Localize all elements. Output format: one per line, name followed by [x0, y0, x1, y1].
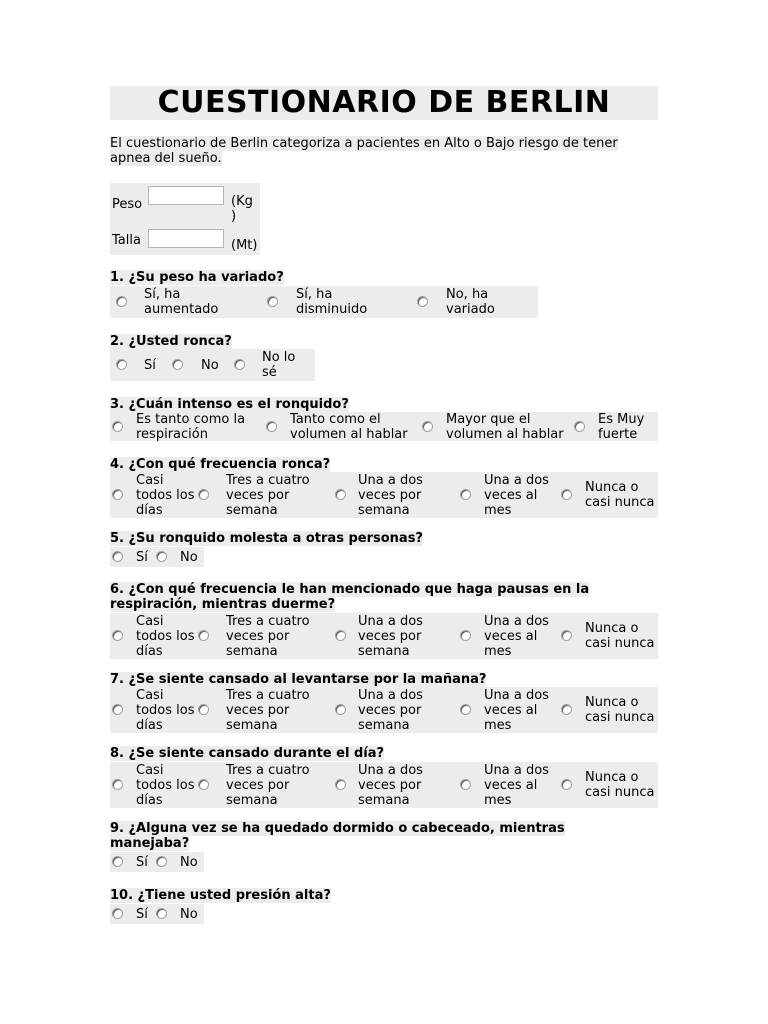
question-4-option-5-label [585, 480, 654, 510]
option-label-line: veces por [358, 703, 422, 718]
question-3-option-2-label [290, 412, 408, 442]
question-9-line: 9. ¿Alguna vez se ha quedado dormido o cabeceado, mientras [110, 821, 565, 836]
question-6-option-2-label [226, 614, 310, 659]
question-3-line: 3. ¿Cuán intenso es el ronquido? [110, 397, 349, 412]
option-label-line: Tres a cuatro [226, 614, 310, 629]
question-7-option-2-radio[interactable] [198, 704, 209, 715]
question-2-option-2-radio[interactable] [172, 359, 183, 370]
question-6-line: 6. ¿Con qué frecuencia le han mencionado que haga pausas en la [110, 582, 590, 597]
question-7-option-5-radio[interactable] [561, 704, 572, 715]
height-label: Talla [112, 233, 141, 248]
option-label-line: variado [446, 302, 495, 317]
question-5-option-1-radio[interactable] [112, 551, 123, 562]
intro-line-1: El cuestionario de Berlin categoriza a pacientes en Alto o Bajo riesgo de tener [110, 136, 618, 151]
option-label-line: semana [226, 793, 278, 808]
option-label-line: días [136, 793, 163, 808]
option-label-line: Una a dos [358, 614, 423, 629]
question-5-options [110, 547, 204, 567]
option-label-line: días [136, 503, 163, 518]
question-5-line: 5. ¿Su ronquido molesta a otras personas? [110, 531, 423, 546]
option-label-line: mes [484, 503, 512, 518]
option-label-line: semana [358, 718, 410, 733]
question-2-options [110, 349, 315, 381]
option-label-line: No [201, 358, 219, 373]
question-2-option-1-label [144, 358, 156, 373]
question-7-option-4-label [484, 688, 549, 733]
option-label-line: veces por [358, 488, 422, 503]
option-label-line: mes [484, 718, 512, 733]
option-label-line: volumen al hablar [290, 427, 408, 442]
option-label-line: semana [358, 503, 410, 518]
question-7-line: 7. ¿Se siente cansado al levantarse por la mañana? [110, 672, 487, 687]
question-10-options [110, 904, 204, 924]
question-10-option-1-radio[interactable] [112, 908, 123, 919]
option-label-line: Nunca o [585, 621, 639, 636]
option-label-line: Nunca o [585, 480, 639, 495]
weight-label: Peso [112, 197, 143, 212]
question-1-line: 1. ¿Su peso ha variado? [110, 270, 284, 285]
option-label-line: casi nunca [585, 785, 655, 800]
question-1-option-1-radio[interactable] [116, 296, 127, 307]
question-3-option-3-radio[interactable] [422, 421, 433, 432]
option-label-line: casi nunca [585, 636, 655, 651]
weight-unit-line-1: (Kg [231, 194, 253, 209]
question-9-option-1-radio[interactable] [112, 856, 123, 867]
option-label-line: volumen al hablar [446, 427, 564, 442]
question-6-option-4-radio[interactable] [460, 630, 471, 641]
option-label-line: días [136, 644, 163, 659]
height-input[interactable] [148, 229, 224, 248]
option-label-line: Casi [136, 614, 164, 629]
question-3-option-2-radio[interactable] [266, 421, 277, 432]
question-9-line: manejaba? [110, 836, 190, 851]
option-label-line: Una a dos [358, 688, 423, 703]
option-label-line: semana [226, 503, 278, 518]
question-3-option-3-label [446, 412, 564, 442]
question-10-option-1-label [136, 907, 148, 922]
question-3-option-4-label [598, 412, 644, 442]
question-4-option-2-radio[interactable] [198, 489, 209, 500]
question-4-option-3-radio[interactable] [335, 489, 346, 500]
option-label-line: sé [262, 365, 277, 380]
weight-input[interactable] [148, 186, 224, 205]
option-label-line: Una a dos [484, 473, 549, 488]
question-1-option-1-label [144, 287, 218, 317]
question-4-option-2-label [226, 473, 310, 518]
option-label-line: veces al [484, 703, 538, 718]
intro-line-2: apnea del sueño. [110, 151, 222, 166]
question-5-option-1-label [136, 550, 148, 565]
option-label-line: Sí [144, 358, 156, 373]
question-1-option-3-radio[interactable] [417, 296, 428, 307]
question-6-text [110, 582, 658, 612]
question-6-option-5-label [585, 621, 654, 651]
question-7-option-2-label [226, 688, 310, 733]
question-4-option-3-label [358, 473, 423, 518]
question-8-option-2-radio[interactable] [198, 779, 209, 790]
question-4-option-1-radio[interactable] [112, 489, 123, 500]
question-7-option-3-label [358, 688, 423, 733]
option-label-line: semana [226, 644, 278, 659]
question-1-option-2-label [296, 287, 367, 317]
option-label-line: Sí, ha [296, 287, 333, 302]
question-2-text [110, 334, 658, 349]
option-label-line: semana [358, 793, 410, 808]
question-5-text [110, 531, 658, 546]
question-9-options [110, 852, 204, 872]
option-label-line: respiración [136, 427, 208, 442]
question-3-option-1-label [136, 412, 245, 442]
question-9-option-2-radio[interactable] [156, 856, 167, 867]
option-label-line: veces por [358, 629, 422, 644]
option-label-line: semana [226, 718, 278, 733]
question-7-option-1-label [136, 688, 195, 733]
question-8-options [110, 762, 658, 808]
option-label-line: Nunca o [585, 695, 639, 710]
question-1-option-3-label [446, 287, 495, 317]
question-6-option-3-radio[interactable] [335, 630, 346, 641]
question-4-line: 4. ¿Con qué frecuencia ronca? [110, 457, 331, 472]
question-8-text [110, 746, 658, 761]
measures-panel [110, 183, 260, 255]
option-label-line: casi nunca [585, 710, 655, 725]
option-label-line: fuerte [598, 427, 638, 442]
question-8-option-4-label [484, 763, 549, 808]
option-label-line: veces al [484, 488, 538, 503]
option-label-line: Casi [136, 763, 164, 778]
option-label-line: No, ha [446, 287, 489, 302]
option-label-line: Casi [136, 688, 164, 703]
option-label-line: No [180, 855, 198, 870]
option-label-line: veces por [226, 488, 290, 503]
question-7-option-5-label [585, 695, 654, 725]
question-3-text [110, 397, 658, 412]
question-4-option-5-radio[interactable] [561, 489, 572, 500]
question-4-option-4-radio[interactable] [460, 489, 471, 500]
option-label-line: aumentado [144, 302, 219, 317]
option-label-line: Tres a cuatro [226, 763, 310, 778]
option-label-line: días [136, 718, 163, 733]
question-7-text [110, 672, 658, 687]
option-label-line: mes [484, 644, 512, 659]
option-label-line: No [180, 550, 198, 565]
question-9-option-1-label [136, 855, 148, 870]
question-10-option-2-radio[interactable] [156, 908, 167, 919]
page-title: CUESTIONARIO DE BERLIN [110, 86, 658, 120]
option-label-line: No [180, 907, 198, 922]
option-label-line: casi nunca [585, 495, 655, 510]
question-10-text [110, 888, 658, 903]
question-4-text [110, 457, 658, 472]
option-label-line: Sí [136, 907, 148, 922]
option-label-line: Tanto como el [290, 412, 381, 427]
option-label-line: veces al [484, 778, 538, 793]
question-7-option-3-radio[interactable] [335, 704, 346, 715]
question-6-line: respiración, mientras duerme? [110, 597, 336, 612]
question-7-options [110, 687, 658, 733]
option-label-line: todos los [136, 629, 195, 644]
height-unit: (Mt) [231, 238, 258, 253]
question-8-option-5-radio[interactable] [561, 779, 572, 790]
option-label-line: Una a dos [484, 688, 549, 703]
option-label-line: veces por [226, 703, 290, 718]
option-label-line: disminuido [296, 302, 368, 317]
question-1-options [110, 286, 538, 318]
option-label-line: mes [484, 793, 512, 808]
option-label-line: Una a dos [358, 763, 423, 778]
question-6-option-5-radio[interactable] [561, 630, 572, 641]
question-1-option-2-radio[interactable] [267, 296, 278, 307]
option-label-line: Tres a cuatro [226, 688, 310, 703]
question-8-option-1-label [136, 763, 195, 808]
question-6-option-2-radio[interactable] [198, 630, 209, 641]
option-label-line: Sí [136, 855, 148, 870]
question-2-option-3-radio[interactable] [234, 359, 245, 370]
question-7-option-4-radio[interactable] [460, 704, 471, 715]
question-2-line: 2. ¿Usted ronca? [110, 334, 232, 349]
option-label-line: Una a dos [484, 614, 549, 629]
weight-unit-line-2: ) [231, 209, 237, 224]
question-6-option-1-label [136, 614, 195, 659]
question-4-option-1-label [136, 473, 195, 518]
option-label-line: Mayor que el [446, 412, 531, 427]
question-8-option-1-radio[interactable] [112, 779, 123, 790]
question-3-options [110, 412, 658, 441]
question-5-option-2-label [180, 550, 198, 565]
option-label-line: todos los [136, 488, 195, 503]
option-label-line: todos los [136, 778, 195, 793]
option-label-line: semana [358, 644, 410, 659]
question-2-option-3-label [262, 350, 295, 380]
question-8-option-2-label [226, 763, 310, 808]
option-label-line: veces al [484, 629, 538, 644]
question-8-option-3-radio[interactable] [335, 779, 346, 790]
question-8-line: 8. ¿Se siente cansado durante el día? [110, 746, 385, 761]
question-4-options [110, 472, 658, 518]
option-label-line: Una a dos [484, 763, 549, 778]
question-2-option-2-label [201, 358, 219, 373]
question-5-option-2-radio[interactable] [156, 551, 167, 562]
question-4-option-4-label [484, 473, 549, 518]
question-9-option-2-label [180, 855, 198, 870]
question-1-text [110, 270, 658, 285]
option-label-line: Sí, ha [144, 287, 181, 302]
question-6-option-3-label [358, 614, 423, 659]
option-label-line: Nunca o [585, 770, 639, 785]
option-label-line: veces por [226, 778, 290, 793]
option-label-line: veces por [226, 629, 290, 644]
option-label-line: Casi [136, 473, 164, 488]
question-6-option-1-radio[interactable] [112, 630, 123, 641]
option-label-line: Una a dos [358, 473, 423, 488]
option-label-line: Es Muy [598, 412, 645, 427]
question-8-option-3-label [358, 763, 423, 808]
question-2-option-1-radio[interactable] [116, 359, 127, 370]
question-6-option-4-label [484, 614, 549, 659]
question-10-option-2-label [180, 907, 198, 922]
option-label-line: Sí [136, 550, 148, 565]
option-label-line: veces por [358, 778, 422, 793]
question-9-text [110, 821, 658, 851]
question-10-line: 10. ¿Tiene usted presión alta? [110, 888, 331, 903]
question-3-option-4-radio[interactable] [574, 421, 585, 432]
question-3-option-1-radio[interactable] [112, 421, 123, 432]
question-7-option-1-radio[interactable] [112, 704, 123, 715]
question-8-option-4-radio[interactable] [460, 779, 471, 790]
option-label-line: Tres a cuatro [226, 473, 310, 488]
option-label-line: todos los [136, 703, 195, 718]
option-label-line: No lo [262, 350, 296, 365]
question-6-options [110, 613, 658, 659]
weight-unit [231, 194, 253, 224]
intro-text [110, 136, 658, 166]
question-8-option-5-label [585, 770, 654, 800]
option-label-line: Es tanto como la [136, 412, 246, 427]
